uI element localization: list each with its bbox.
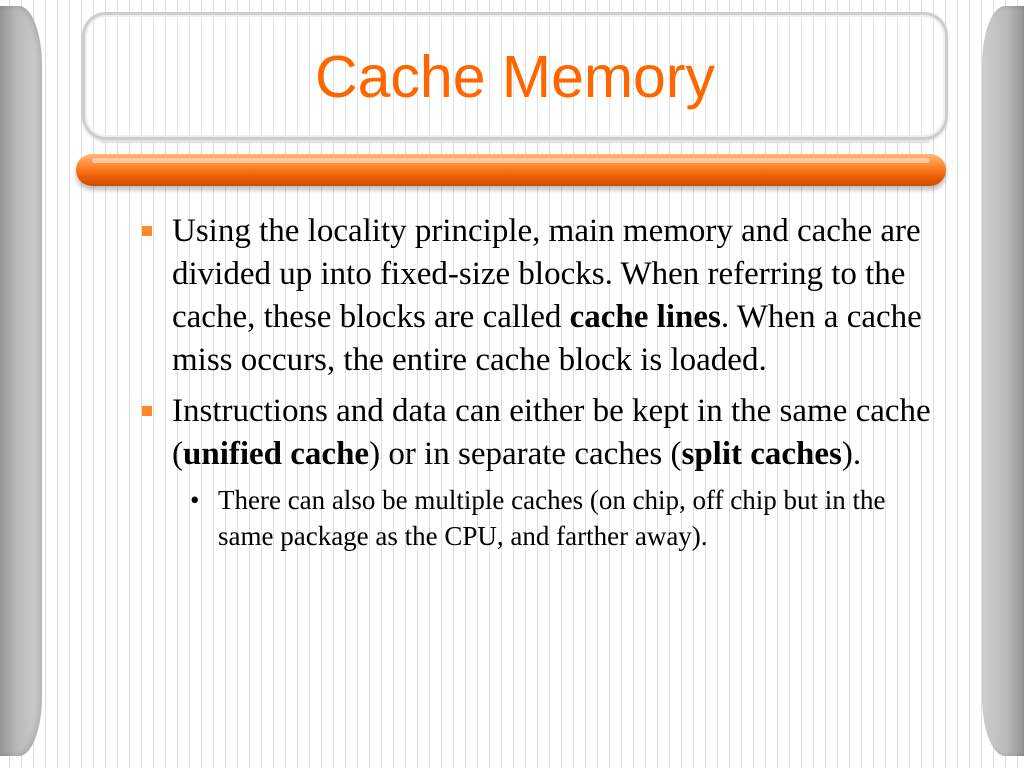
term-split-caches: split caches [681,436,842,472]
bullet-item-2 [138,390,938,476]
term-cache-lines: cache lines [569,299,721,335]
bullet-1-text-b: . When a cache miss occurs, the entire cache block is loaded. [172,299,922,378]
square-bullet-icon [142,226,152,236]
term-unified-cache: unified cache [183,436,370,472]
bullet-2-text-b: ) or in separate caches ( [369,436,682,472]
slide-content [138,210,938,554]
round-bullet-icon: • [190,485,200,515]
square-bullet-icon [142,406,152,416]
bullet-2-text-a: Instructions and data can either be kept in the same cache ( [172,393,931,472]
title-underline-bar [76,154,946,186]
sub-bullet-text: There can also be multiple caches (on chip, off chip but in the same package as the CPU, and farther away). [218,485,886,551]
bullet-item-1 [138,210,938,382]
sub-bullet-item-1 [190,482,918,554]
bullet-1-text-a: Using the locality principle, main memory and cache are divided up into fixed-size blocks. When referring to the cache, these blocks are called [172,213,921,335]
right-side-decoration [982,6,1024,756]
bullet-2-text-c: ). [841,436,862,472]
slide-title: Cache Memory [314,44,715,110]
left-side-decoration [0,6,42,756]
